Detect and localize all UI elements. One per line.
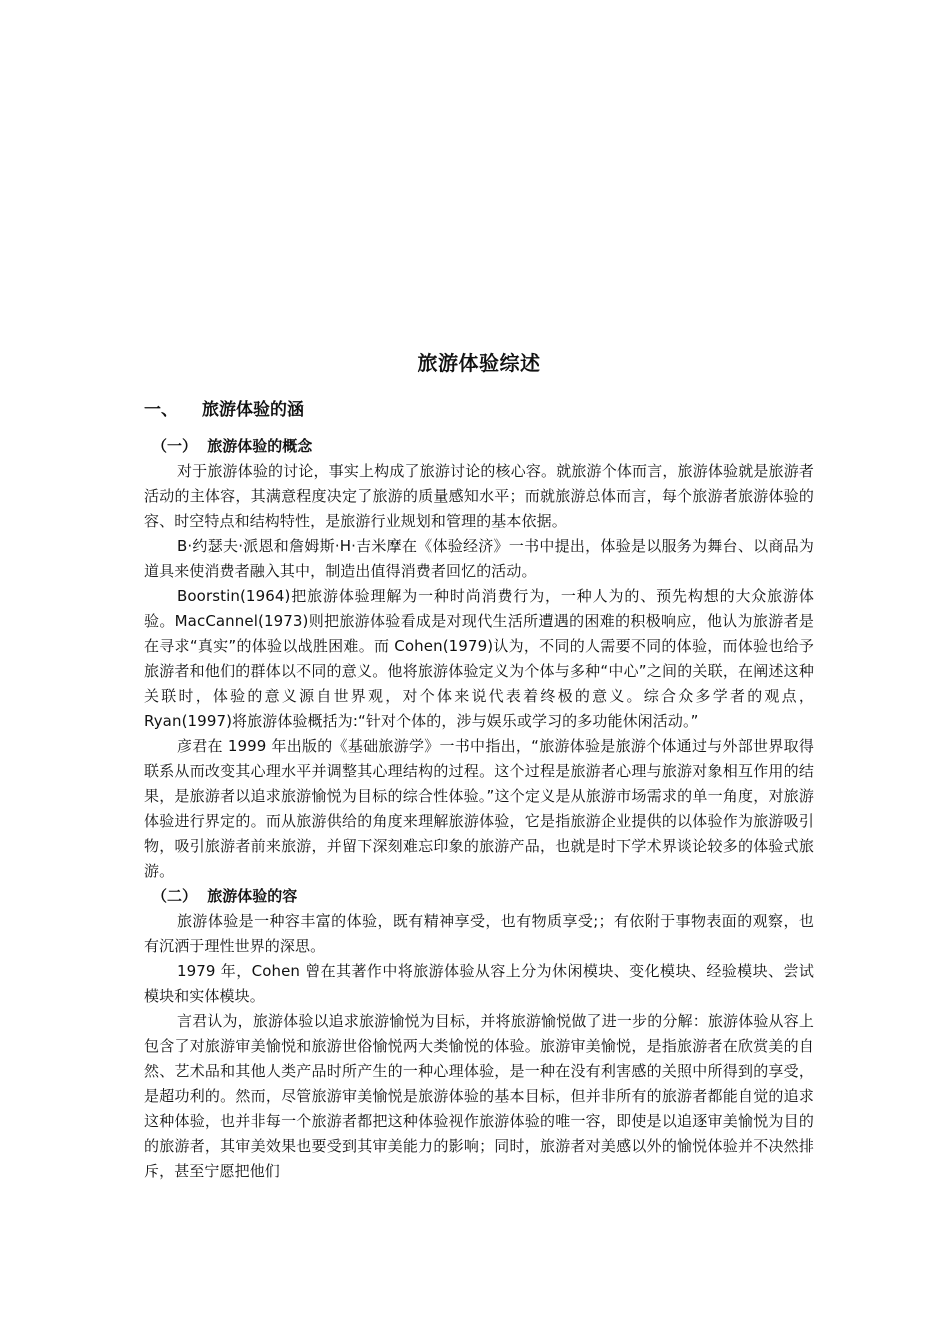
subsection-title: 旅游体验的概念	[207, 437, 313, 455]
paragraph: 对于旅游体验的讨论，事实上构成了旅游讨论的核心容。就旅游个体而言，旅游体验就是旅游者活动的主体容，其满意程度决定了旅游的质量感知水平；而就旅游总体而言，每个旅游者旅游体验的容、时空特点和结构特性，是旅游行业规划和管理的基本依据。	[144, 462, 814, 530]
subsection-heading-1	[144, 434, 814, 459]
paragraph: 1979 年，Cohen 曾在其著作中将旅游体验从容上分为休闲模块、变化模块、经验模块、尝试模块和实体模块。	[144, 962, 814, 1005]
document-title: 旅游体验综述	[417, 351, 541, 375]
subsection-heading-2	[144, 884, 814, 909]
section-title: 旅游体验的涵	[202, 400, 304, 420]
section-number: 一、	[144, 400, 178, 420]
paragraph: 彦君在 1999 年出版的《基础旅游学》一书中指出，“旅游体验是旅游个体通过与外部世界取得联系从而改变其心理水平并调整其心理结构的过程。这个过程是旅游者心理与旅游对象相互作用的结果，是旅游者以追求旅游愉悦为目标的综合性体验。”这个定义是从旅游市场需求的单一角度，对旅游体验进行界定的。而从旅游供给的角度来理解旅游体验，它是指旅游企业提供的以体验作为旅游吸引物，吸引旅游者前来旅游，并留下深刻难忘印象的旅游产品，也就是时下学术界谈论较多的体验式旅游。	[144, 737, 814, 880]
paragraph: Boorstin(1964)把旅游体验理解为一种时尚消费行为，一种人为的、预先构想的大众旅游体验。MacCannel(1973)则把旅游体验看成是对现代生活所遭遇的困难的积极响应，他认为旅游者是在寻求“真实”的体验以战胜困难。而 Cohen(1979)认为，不同的人需要不同的体验，而体验也给予旅游者和他们的群体以不同的意义。他将旅游体验定义为个体与多种“中心”之间的关联，在阐述这种关联时，体验的意义源自世界观，对个体来说代表着终极的意义。综合众多学者的观点，Ryan(1997)将旅游体验概括为:“针对个体的，涉与娱乐或学习的多功能休闲活动。”	[144, 587, 814, 730]
paragraph: B·约瑟夫·派恩和詹姆斯·H·吉米摩在《体验经济》一书中提出，体验是以服务为舞台、以商品为道具来使消费者融入其中，制造出值得消费者回忆的活动。	[144, 537, 814, 580]
subsection-number: （二）	[152, 887, 198, 905]
subsection-number: （一）	[152, 437, 198, 455]
section-heading-1	[144, 396, 814, 424]
paragraph: 旅游体验是一种容丰富的体验，既有精神享受，也有物质享受;；有依附于事物表面的观察，也有沉洒于理性世界的深思。	[144, 912, 814, 955]
paragraph: 言君认为，旅游体验以追求旅游愉悦为目标，并将旅游愉悦做了进一步的分解：旅游体验从容上包含了对旅游审美愉悦和旅游世俗愉悦两大类愉悦的体验。旅游审美愉悦，是指旅游者在欣赏美的自然、艺术品和其他人类产品时所产生的一种心理体验，是一种在没有利害感的关照中所得到的享受，是超功利的。然而，尽管旅游审美愉悦是旅游体验的基本目标，但并非所有的旅游者都能自觉的追求这种体验，也并非每一个旅游者都把这种体验视作旅游体验的唯一容，即使是以追逐审美愉悦为目的的旅游者，其审美效果也要受到其审美能力的影响；同时，旅游者对美感以外的愉悦体验并不决然排斥，甚至宁愿把他们	[144, 1012, 814, 1180]
document-body	[144, 346, 814, 1184]
subsection-title: 旅游体验的容	[207, 887, 298, 905]
